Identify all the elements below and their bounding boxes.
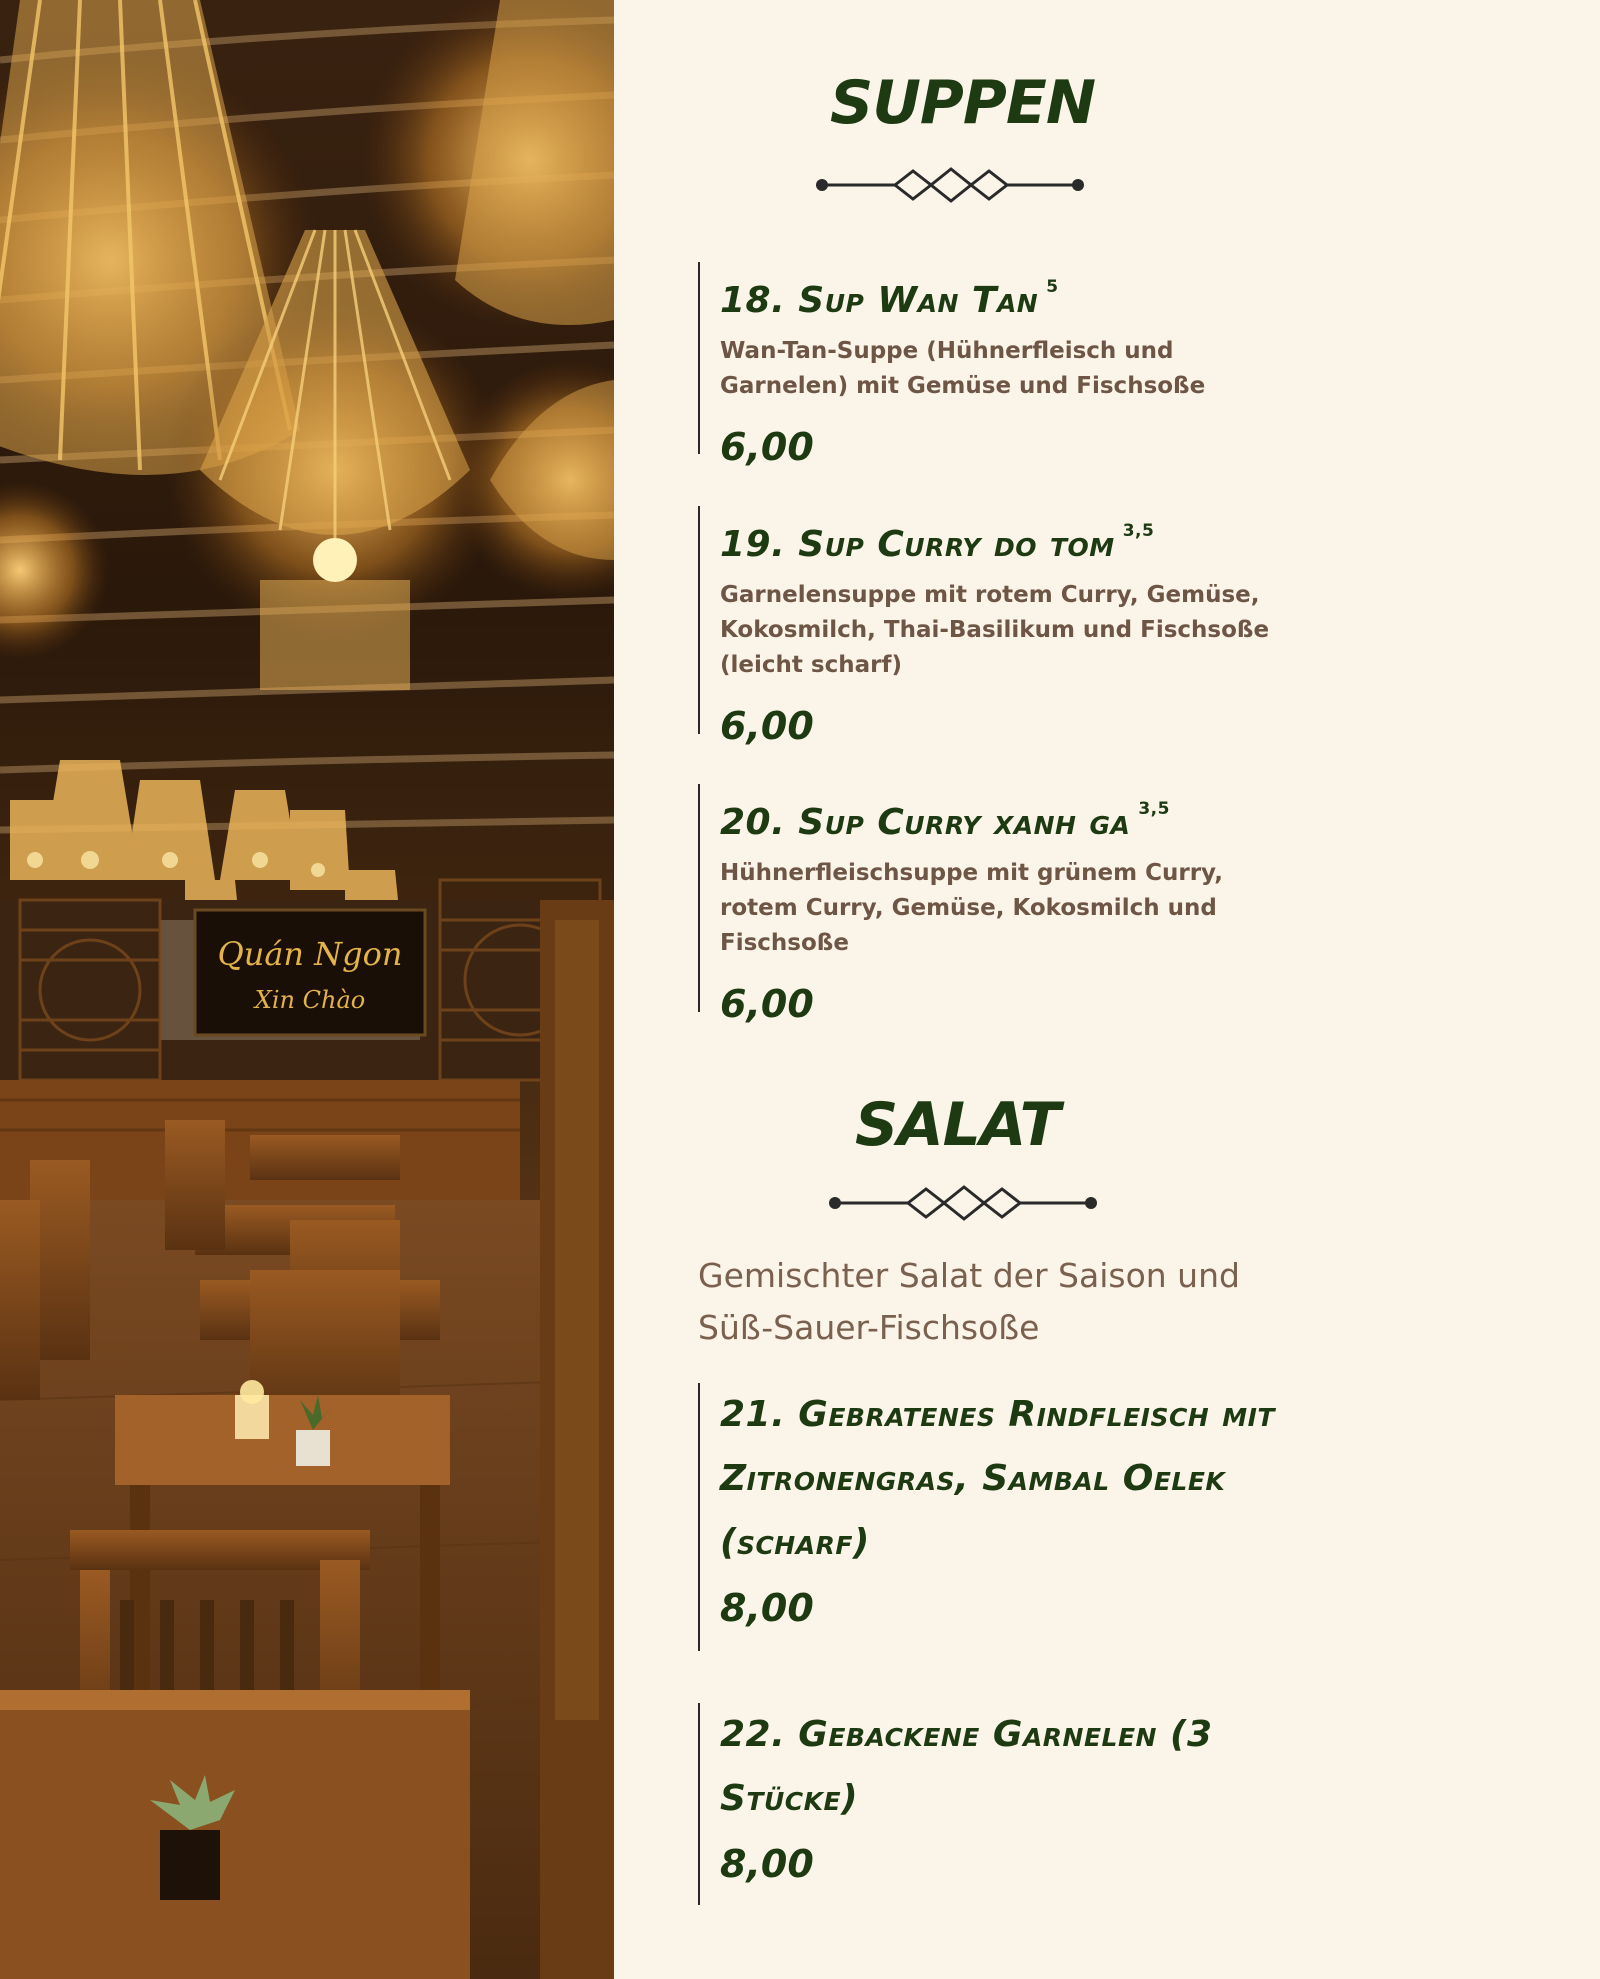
salat-divider-ornament	[828, 1183, 1098, 1223]
item-price: 6,00	[720, 425, 814, 469]
item-name: 18. Sup Wan Tan $^5$	[720, 277, 1059, 321]
item-price: 8,00	[720, 1842, 814, 1886]
menu-item-22	[698, 1703, 1370, 1905]
item-price: 6,00	[720, 982, 814, 1026]
menu-item-20	[698, 784, 1370, 1026]
restaurant-photo	[0, 0, 614, 1979]
item-description: Garnelensuppe mit rotem Curry, Gemüse, Kokosmilch, Thai-Basilikum und Fischsoße (leicht scharf)	[720, 582, 1270, 678]
item-price: 6,00	[720, 704, 814, 748]
sign-line-1: Quán Ngon	[217, 935, 403, 973]
menu-item-19	[698, 506, 1370, 748]
salat-intro: Gemischter Salat der Saison und Süß-Sauer-Fischsoße	[698, 1256, 1240, 1347]
item-description: Wan-Tan-Suppe (Hühnerfleisch und Garnelen) mit Gemüse und Fischsoße	[720, 338, 1206, 399]
item-description: Hühnerfleischsuppe mit grünem Curry, rotem Curry, Gemüse, Kokosmilch und Fischsoße	[720, 860, 1224, 956]
allergen-note: 3,5	[1122, 521, 1155, 541]
allergen-note: 5	[1046, 277, 1059, 297]
item-name: 21. Gebratenes Rindfleisch mit Zitronengras, Sambal Oelek (scharf)	[720, 1394, 1275, 1563]
item-name: 19. Sup Curry do tom $^{3,5}$	[720, 521, 1155, 565]
suppen-divider-ornament	[815, 165, 1085, 205]
restaurant-interior-illustration	[0, 0, 614, 1979]
suppen-title: SUPPEN	[830, 68, 1096, 138]
item-name: 22. Gebackene Garnelen (3 Stücke)	[720, 1714, 1213, 1819]
item-price: 8,00	[720, 1586, 814, 1630]
sign-line-2: Xin Chào	[254, 986, 366, 1014]
salat-title: SALAT	[855, 1090, 1060, 1160]
allergen-note: 3,5	[1138, 799, 1170, 819]
item-name: 20. Sup Curry xanh ga $^{3,5}$	[720, 799, 1170, 843]
menu-item-21	[698, 1383, 1370, 1651]
menu-item-18	[698, 262, 1370, 469]
